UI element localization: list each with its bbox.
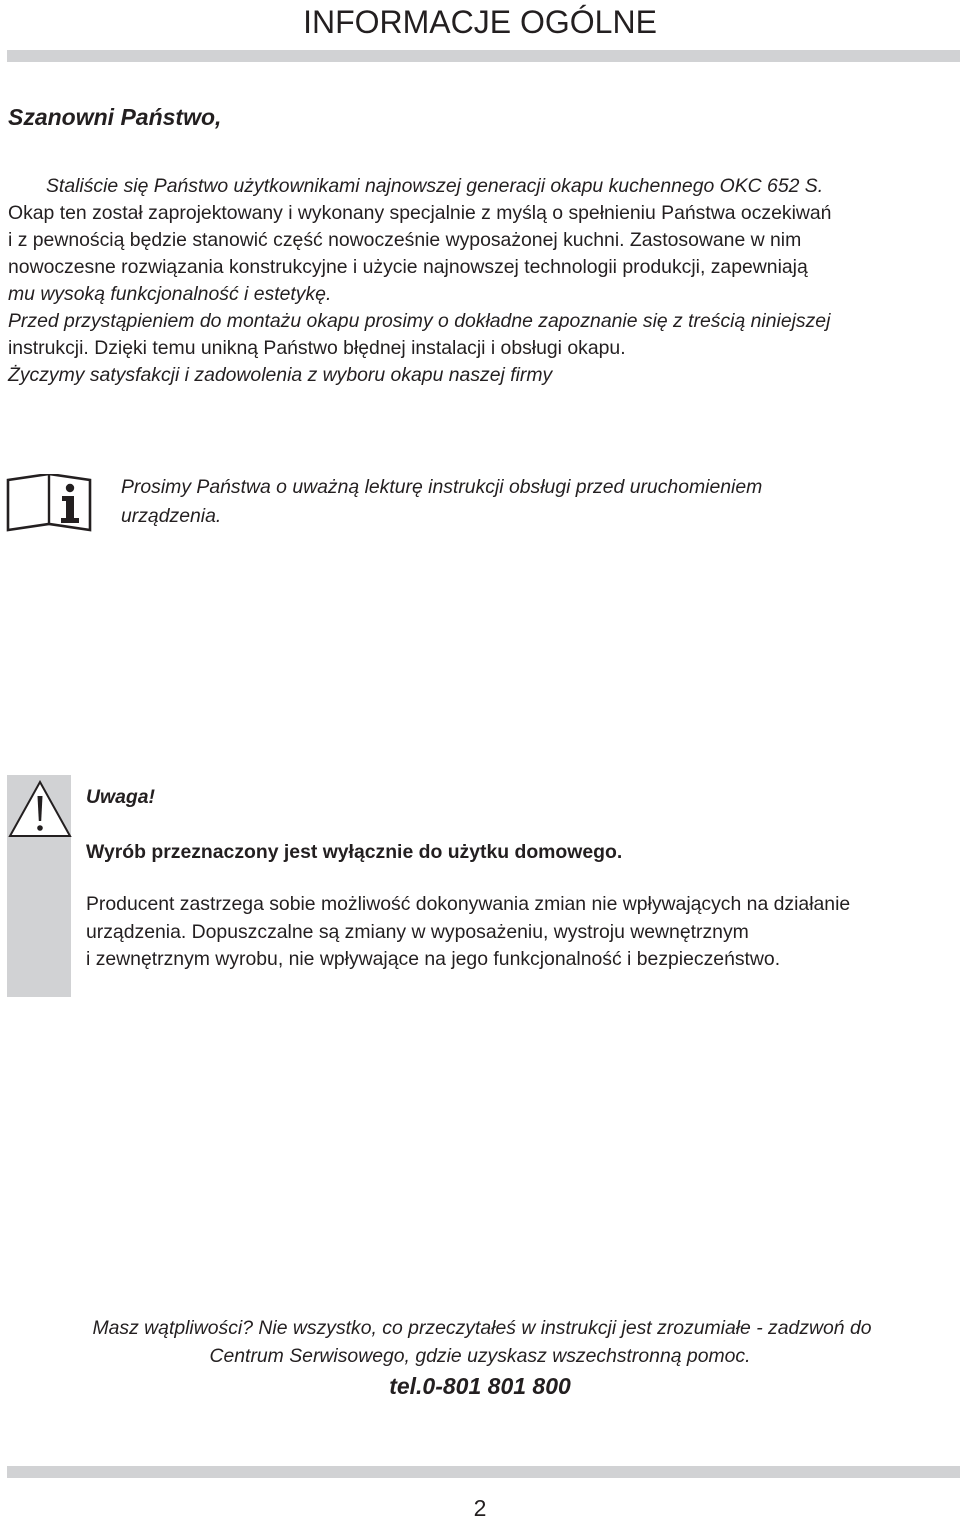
intro-line: i z pewnością będzie stanowić część nowocześnie wyposażonej kuchni. Zastosowane w nim — [8, 229, 802, 251]
help-text — [0, 1314, 960, 1370]
book-info-icon — [6, 474, 92, 532]
warning-title: Uwaga! — [86, 786, 155, 808]
help-line: Masz wątpliwości? Nie wszystko, co przeczytałeś w instrukcji jest zrozumiałe - zadzwoń do — [92, 1317, 872, 1339]
help-line: Centrum Serwisowego, gdzie uzyskasz wszechstronną pomoc. — [209, 1345, 751, 1367]
page-number: 2 — [473, 1495, 487, 1521]
producer-notice — [86, 891, 960, 974]
info-note-line: urządzenia. — [121, 505, 222, 527]
info-note — [121, 473, 941, 531]
service-phone: tel.0-801 801 800 — [389, 1373, 571, 1399]
intro-line: Staliście się Państwo użytkownikami najnowszej generacji okapu kuchennego OKC 652 S. — [46, 175, 824, 197]
intro-text — [8, 173, 958, 389]
intro-line: Przed przystąpieniem do montażu okapu prosimy o dokładne zapoznanie się z treścią niniejszej — [8, 310, 831, 332]
producer-line: Producent zastrzega sobie możliwość dokonywania zmian nie wpływających na działanie — [86, 893, 851, 915]
domestic-use-notice: Wyrób przeznaczony jest wyłącznie do użytku domowego. — [86, 841, 623, 863]
intro-line: nowoczesne rozwiązania konstrukcyjne i użycie najnowszej technologii produkcji, zapewniają — [8, 256, 808, 278]
intro-line: instrukcji. Dzięki temu unikną Państwo błędnej instalacji i obsługi okapu. — [8, 337, 626, 359]
info-note-line: Prosimy Państwa o uważną lekturę instrukcji obsługi przed uruchomieniem — [121, 476, 763, 498]
warning-triangle-icon — [8, 780, 72, 838]
intro-line: Okap ten został zaprojektowany i wykonany specjalnie z myślą o spełnieniu Państwa oczekiwań — [8, 202, 832, 224]
footer-rule — [7, 1466, 960, 1478]
page-title: INFORMACJE OGÓLNE — [303, 4, 657, 40]
producer-line: urządzenia. Dopuszczalne są zmiany w wyposażeniu, wystroju wewnętrznym — [86, 920, 749, 943]
intro-line: mu wysoką funkcjonalność i estetykę. — [8, 283, 332, 305]
producer-line: i zewnętrznym wyrobu, nie wpływające na jego funkcjonalność i bezpieczeństwo. — [86, 948, 781, 970]
intro-line: Życzymy satysfakcji i zadowolenia z wyboru okapu naszej firmy — [8, 364, 553, 386]
header-rule — [7, 50, 960, 62]
greeting: Szanowni Państwo, — [8, 104, 222, 130]
